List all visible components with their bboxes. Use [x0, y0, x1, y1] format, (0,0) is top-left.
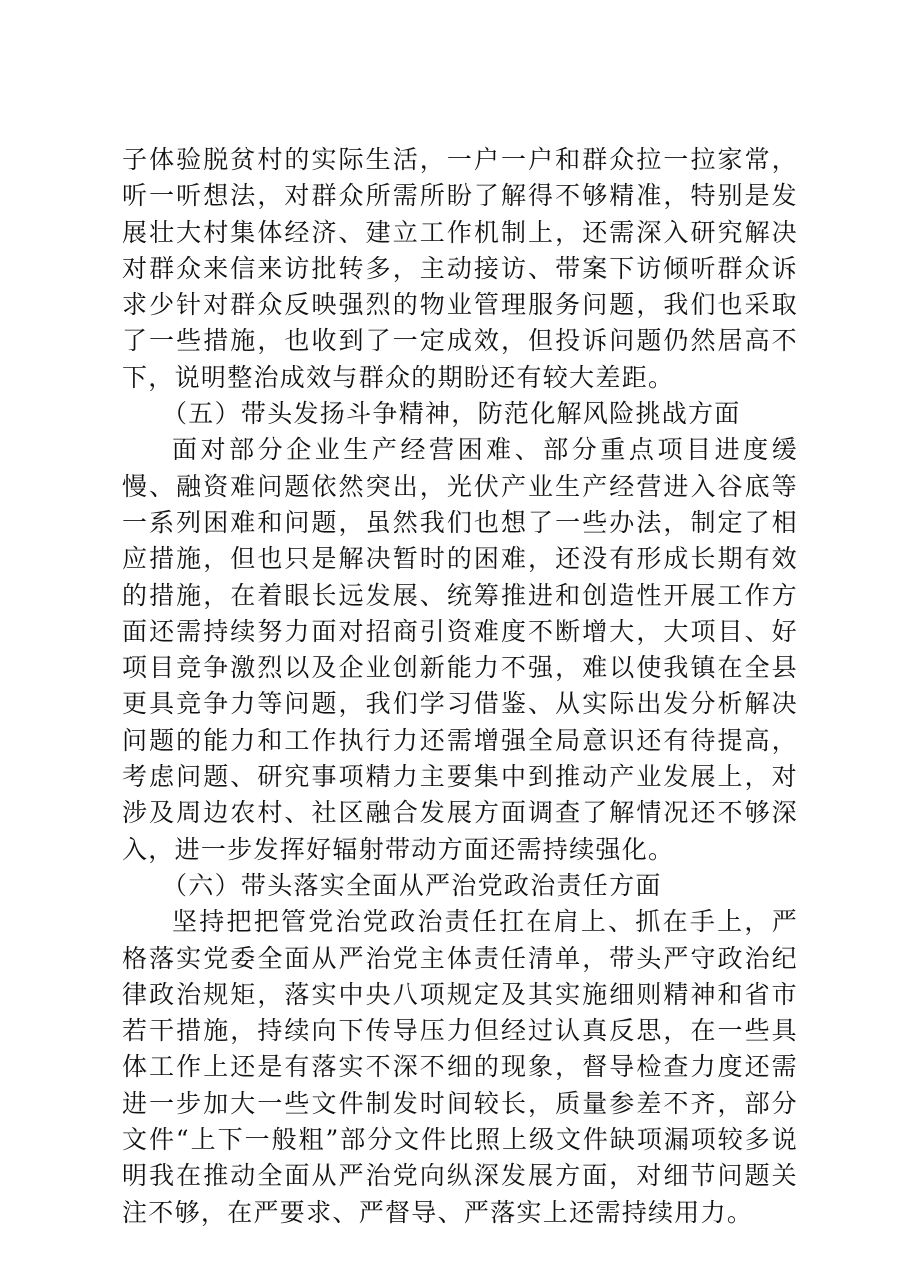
paragraph-continuation: 子体验脱贫村的实际生活，一户一户和群众拉一拉家常，听一听想法，对群众所需所盼了解得不够精准，特别是发展壮大村集体经济、建立工作机制上，还需深入研究解决对群众来信来访批转多，主动接访、带案下访倾听群众诉求少针对群众反映强烈的物业管理服务问题，我们也采取了一些措施，也收到了一定成效，但投诉问题仍然居高不下，说明整治成效与群众的期盼还有较大差距。: [122, 145, 798, 392]
document-body: [122, 142, 798, 1231]
paragraph-section-six: 坚持把把管党治党政治责任扛在肩上、抓在手上，严格落实党委全面从严治党主体责任清单，带头严守政治纪律政治规矩，落实中央八项规定及其实施细则精神和省市若干措施，持续向下传导压力但经过认真反思，在一些具体工作上还是有落实不深不细的现象，督导检查力度还需进一步加大一些文件制发时间较长，质量参差不齐，部分文件“上下一般粗”部分文件比照上级文件缺项漏项较多说明我在推动全面从严治党向纵深发展方面，对细节问题关注不够，在严要求、严督导、严落实上还需持续用力。: [122, 907, 798, 1227]
section-heading-five: （五）带头发扬斗争精神，防范化解风险挑战方面: [162, 399, 741, 429]
section-heading-six: （六）带头落实全面从严治党政治责任方面: [162, 870, 662, 900]
paragraph-section-five: 面对部分企业生产经营困难、部分重点项目进度缓慢、融资难问题依然突出，光伏产业生产经营进入谷底等一系列困难和问题，虽然我们也想了一些办法，制定了相应措施，但也只是解决暂时的困难，还没有形成长期有效的措施，在着眼长远发展、统筹推进和创造性开展工作方面还需持续努力面对招商引资难度不断增大，大项目、好项目竞争激烈以及企业创新能力不强，难以使我镇在全县更具竞争力等问题，我们学习借鉴、从实际出发分析解决问题的能力和工作执行力还需增强全局意识还有待提高，考虑问题、研究事项精力主要集中到推动产业发展上，对涉及周边农村、社区融合发展方面调查了解情况还不够深入，进一步发挥好辐射带动方面还需持续强化。: [122, 435, 798, 864]
